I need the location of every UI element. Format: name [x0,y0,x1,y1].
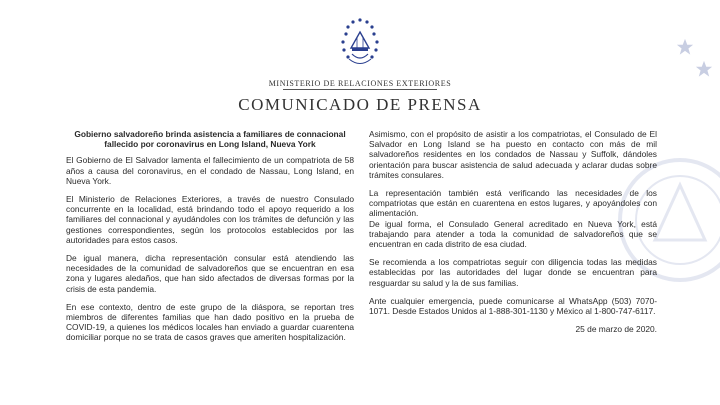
paragraph: El Ministerio de Relaciones Exteriores, a través de nuestro Consulado concurrente en la localidad, está brindando todo el apoyo requerido a los familiares del connacional y ayudándoles con los trámites de defunción y las gestiones correspondientes, según los protocolos establecidos por las autoridades para estos casos. [66,194,354,245]
decorative-star-icon [695,60,713,78]
paragraph: En ese contexto, dentro de este grupo de la diáspora, se reportan tres miembros de diferentes familias que han dado positivo en la prueba de COVID-19, a quienes los médicos locales han enviado a guardar cuarentena domiciliar porque no se trata de casos graves que ameriten hospitalización. [66,301,354,343]
ministry-underline [283,89,437,90]
right-column [369,129,657,342]
page-title: COMUNICADO DE PRENSA [238,95,482,114]
decorative-star-icon [676,38,694,56]
paragraph: Se recomienda a los compatriotas seguir con diligencia todas las medidas establecidas por las autoridades del lugar donde se encuentran para resguardar su salud y la de sus familias. [369,257,657,288]
paragraph: El Gobierno de El Salvador lamenta el fallecimiento de un compatriota de 58 años a causa del coronavirus, en el condado de Nassau, Long Island, en Nueva York. [66,155,354,186]
headline: Gobierno salvadoreño brinda asistencia a familiares de connacional fallecido por coronavirus en Long Island, Nueva York [74,129,346,150]
paragraph: De igual forma, el Consulado General acreditado en Nueva York, está trabajando para atender a toda la comunidad de salvadoreños que se encuentran en cada distrito de esa ciudad. [369,218,657,250]
ministry-name: MINISTERIO DE RELACIONES EXTERIORES [268,79,452,88]
paragraph: La representación también está verificando las necesidades de los compatriotas que están en cuarentena en estos lugares, y apoyándoles con alimentación. [369,188,657,219]
release-date: 25 de marzo de 2020. [575,324,657,335]
coat-of-arms-icon [330,14,390,74]
paragraph: De igual manera, dicha representación consular está atendiendo las necesidades de la comunidad de salvadoreños que se encuentran en esa zona y lugares aledaños, que han sido afectados de diversas formas por la crisis de esta pandemia. [66,253,354,294]
paragraph: Asimismo, con el propósito de asistir a los compatriotas, el Consulado de El Salvador en Long Island se ha puesto en contacto con más de mil salvadoreños residentes en los condados de Nassau y Suffolk, dándoles orientación para buscar asistencia de salud adecuada y aclarar dudas sobre trámites consulares. [369,129,657,180]
paragraph: Ante cualquier emergencia, puede comunicarse al WhatsApp (503) 7070-1071. Desde Estados Unidos al 1-888-301-1130 y México al 1-800-747-6117. [369,295,657,317]
left-column [66,129,354,351]
